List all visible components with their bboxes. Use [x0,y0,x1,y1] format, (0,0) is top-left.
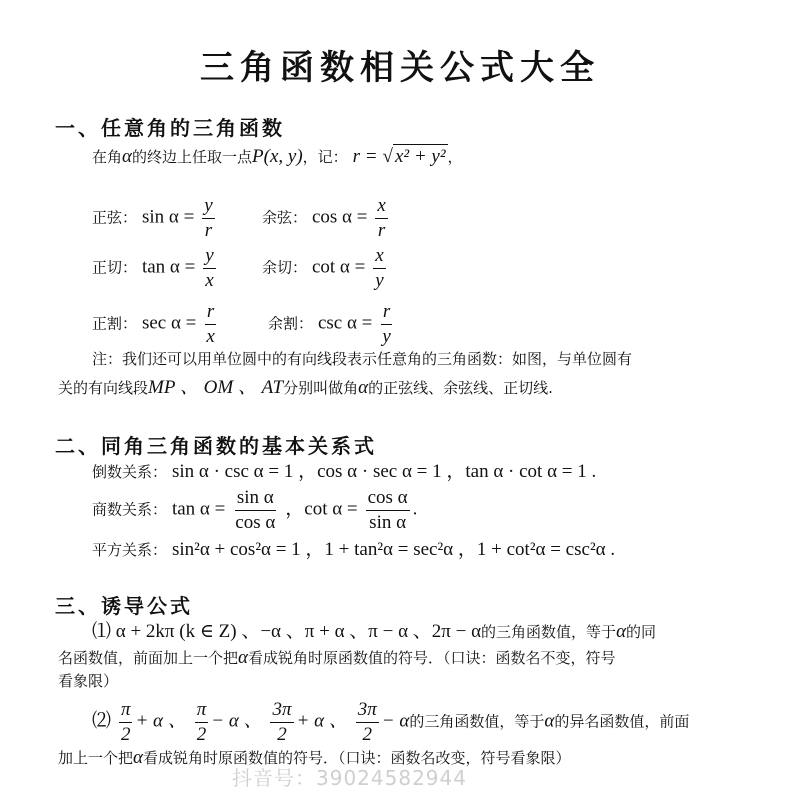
text: 名函数值，前面加上一个把 [58,649,239,667]
label-quotient: 商数关系： [92,500,168,519]
s1-note-line2 [58,378,553,397]
label-cos: 余弦： [262,208,308,227]
text: 看成锐角时原函数值的符号．（口诀：函数名改变，符号看象限） [143,749,571,767]
label-csc: 余割： [268,314,314,333]
math-alpha: α [238,647,248,668]
math-alpha: α [133,747,143,768]
math-plus: + α 、 [135,710,187,732]
row-sin [92,196,218,241]
math-sec: sec α = [141,312,197,334]
row-tan [92,246,219,291]
math-segments: MP 、 OM 、 AT [148,377,284,398]
text: 的三角函数值，等于 [481,623,617,641]
numerator: 3π [270,700,293,723]
row-cos [262,196,391,241]
fraction-r-over-x [204,302,216,347]
numerator: x [375,196,387,219]
math-minus: − α 、 [211,710,263,732]
numerator: r [381,302,392,325]
text: 分别叫做角 [283,379,359,397]
math-alpha: α [122,146,132,167]
math-induct1: ⑴ α + 2kπ (k ∈ Z) 、−α 、π + α 、π − α 、2π − α [92,621,482,642]
label-cot: 余切： [262,258,308,277]
s1-intro-line [92,147,463,166]
label-reciprocal: 倒数关系： [92,463,168,481]
numerator: y [202,196,214,219]
numerator: r [205,302,216,325]
fraction-3pi-over-2 [356,700,379,745]
row-quotient [92,488,417,533]
math-reciprocal: sin α · csc α = 1 ，cos α · sec α = 1 ，tan α · cot α = 1 . [171,461,597,482]
math-cot: ，cot α = [285,498,358,520]
section-heading-1: 一、任意角的三角函数 [55,116,285,140]
sqrt-sign: √ [382,146,393,167]
row-cot [262,246,389,291]
denominator: sin α [369,511,407,533]
math-point: P(x, y) [252,146,303,167]
label-sin: 正弦： [92,208,138,227]
section-heading-2: 二、同角三角函数的基本关系式 [55,434,377,458]
denominator: y [375,269,384,291]
page-title: 三角函数相关公式大全 [200,48,600,88]
math-cot: cot α = [311,256,366,278]
denominator: y [382,325,391,347]
denominator: 2 [120,723,131,745]
math-alpha: α [358,377,369,398]
numerator: π [195,700,209,723]
fraction-pi-over-2 [195,700,209,745]
row-reciprocal [92,462,596,481]
math-tan: tan α = [171,498,226,520]
denominator: 2 [196,723,207,745]
numerator: 3π [356,700,379,723]
label-sec: 正割： [92,314,138,333]
row-square [92,540,615,559]
math-square: sin²α + cos²α = 1 ，1 + tan²α = sec²α ，1 + cot²α = csc²α . [171,539,616,560]
label-square: 平方关系： [92,541,168,559]
denominator: x [206,325,215,347]
math-alpha: α [544,710,555,732]
fraction-y-over-r [202,196,214,241]
math-csc: csc α = [317,312,373,334]
s3-p1-line1 [92,622,656,641]
math-sin: sin α = [141,206,195,228]
period: . [412,498,418,520]
math-r-eq: r = [352,146,378,167]
numerator: π [119,700,133,723]
denominator: 2 [277,723,287,745]
text: 的异名函数值，前面 [554,712,690,731]
fraction-sin-over-cos [233,488,277,533]
denominator: 2 [362,723,373,745]
text: ， [447,148,463,166]
math-radicand: x² + y² [394,146,446,167]
numerator: cos α [366,488,410,511]
s1-note-line1: 注：我们还可以用单位圆中的有向线段表示任意角的三角函数：如图，与单位圆有 [92,350,633,368]
math-alpha: α [616,621,627,642]
text: 的正弦线、余弦线、正切线. [368,379,553,397]
numerator: sin α [235,488,276,511]
label-tan: 正切： [92,258,138,277]
section-heading-3: 三、诱导公式 [55,594,193,618]
fraction-pi-over-2 [119,700,133,745]
denominator: r [377,219,386,241]
denominator: r [204,219,213,241]
math-tan: tan α = [141,256,196,278]
watermark: 抖音号：39024582944 [232,766,467,790]
text: 的三角函数值，等于 [409,712,545,731]
math-plus: + α 、 [296,710,348,732]
text: 的终边上任取一点 [132,148,253,166]
fraction-r-over-y [380,302,392,347]
fraction-cos-over-sin [366,488,410,533]
text: 在角 [92,148,123,166]
fraction-y-over-x [203,246,215,291]
text: 的同 [626,623,657,641]
math-num: ⑵ [92,710,112,732]
fraction-x-over-r [375,196,387,241]
text: 加上一个把 [58,749,134,767]
text: 关的有向线段 [58,379,149,397]
row-sec [92,302,220,347]
row-csc [268,302,396,347]
s3-p2-line1 [92,700,689,745]
fraction-3pi-over-2 [270,700,293,745]
denominator: cos α [235,511,276,533]
numerator: x [373,246,385,269]
s3-p1-line2 [58,648,616,667]
fraction-x-over-y [373,246,385,291]
text: ，记： [302,148,348,166]
numerator: y [203,246,215,269]
math-cos: cos α = [311,206,368,228]
math-minus: − α [381,710,410,732]
denominator: x [205,269,214,291]
s3-p1-line3: 看象限） [58,672,119,690]
text: 看成锐角时原函数值的符号．（口诀：函数名不变，符号 [248,649,616,667]
